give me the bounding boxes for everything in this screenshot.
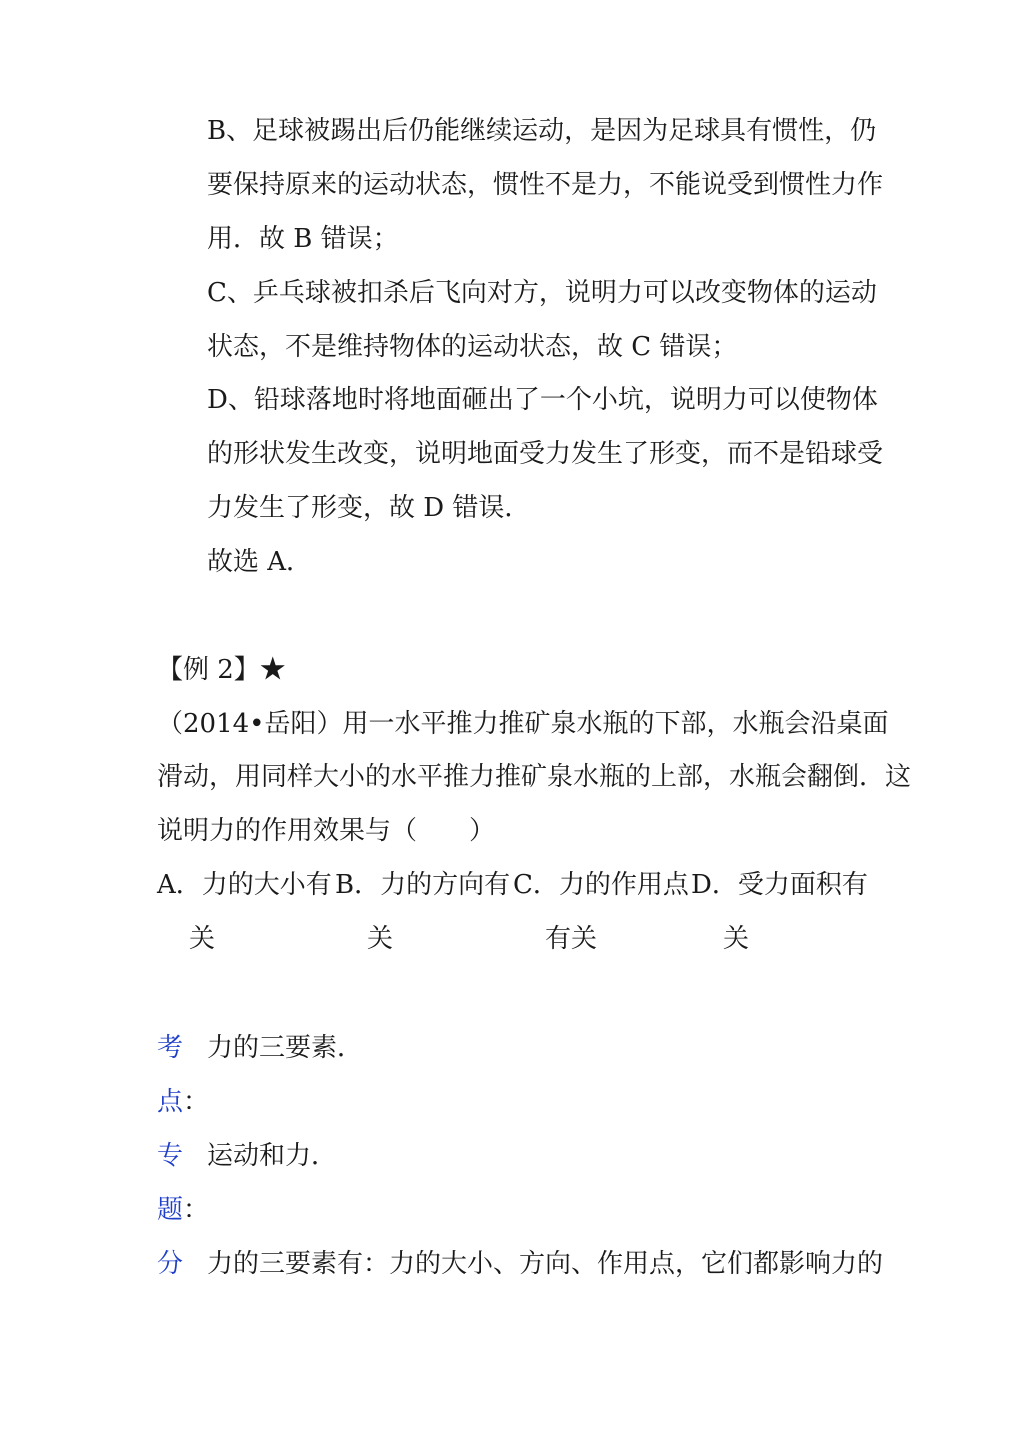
answer-line: 故选 A．: [207, 547, 313, 577]
zhuanti-text: 运动和力．: [207, 1141, 338, 1171]
kaodian-text: 力的三要素．: [207, 1033, 364, 1063]
option-d-line-2: 关: [723, 924, 750, 954]
fenxi-text: 力的三要素有：力的大小、方向、作用点，它们都影响力的: [207, 1249, 884, 1279]
option-c-line-1: C．力的作用点: [513, 870, 689, 900]
zhuanti-label-bottom: [157, 1193, 209, 1227]
question-line-2: 滑动，用同样大小的水平推力推矿泉水瓶的上部，水瓶会翻倒．这: [157, 762, 912, 792]
fenxi-label-top: 分: [157, 1249, 184, 1279]
option-b-line-1: B．力的方向有: [335, 870, 511, 900]
option-b-analysis-line-3: 用．故 B 错误；: [207, 224, 399, 254]
option-d-line-1: D．受力面积有: [691, 870, 868, 900]
kaodian-colon: ：: [183, 1087, 210, 1117]
option-c-analysis-line-2: 状态，不是维持物体的运动状态，故 C 错误；: [207, 332, 738, 362]
question-line-1: （2014•岳阳）用一水平推力推矿泉水瓶的下部，水瓶会沿桌面: [157, 709, 889, 739]
zhuanti-colon: ：: [183, 1195, 210, 1225]
zhuanti-label-top: 专: [157, 1141, 184, 1171]
option-b-analysis-line-1: B、足球被踢出后仍能继续运动，是因为足球具有惯性，仍: [207, 116, 877, 146]
option-d-analysis-line-1: D、铅球落地时将地面砸出了一个小坑，说明力可以使物体: [207, 385, 878, 415]
kaodian-label-bottom-char: 点: [157, 1087, 184, 1117]
question-line-3: 说明力的作用效果与（ ）: [157, 816, 496, 846]
option-b-line-2: 关: [367, 924, 394, 954]
option-d-analysis-line-2: 的形状发生改变，说明地面受力发生了形变，而不是铅球受: [207, 439, 884, 469]
option-c-analysis-line-1: C、乒乓球被扣杀后飞向对方，说明力可以改变物体的运动: [207, 278, 877, 308]
option-c-line-2: 有关: [545, 924, 598, 954]
zhuanti-label-bottom-char: 题: [157, 1195, 184, 1225]
kaodian-label-bottom: [157, 1085, 209, 1119]
option-a-line-2: 关: [189, 924, 216, 954]
kaodian-label-top: 考: [157, 1033, 184, 1063]
option-b-analysis-line-2: 要保持原来的运动状态，惯性不是力，不能说受到惯性力作: [207, 170, 884, 200]
option-d-analysis-line-3: 力发生了形变，故 D 错误．: [207, 493, 531, 523]
example-heading: 【例 2】★: [157, 655, 286, 685]
option-a-line-1: A．力的大小有: [157, 870, 332, 900]
